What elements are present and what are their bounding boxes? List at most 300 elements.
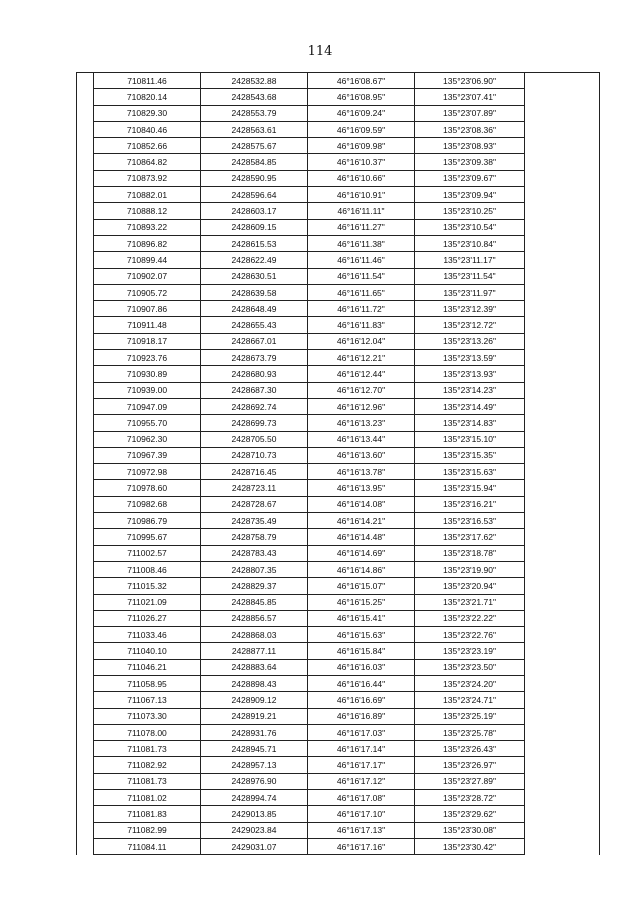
latitude-cell: 46°16'15.63" — [308, 627, 415, 643]
latitude-cell: 46°16'13.95" — [308, 480, 415, 496]
coordinate-table — [76, 72, 600, 855]
page-number: 114 — [307, 44, 333, 59]
latitude-cell: 46°16'11.11" — [308, 203, 415, 219]
blank-trailing-cell — [525, 301, 600, 317]
y-coordinate-cell: 2429013.85 — [201, 806, 308, 822]
x-coordinate-cell: 711082.99 — [94, 822, 201, 838]
blank-trailing-cell — [525, 724, 600, 740]
x-coordinate-cell: 711081.02 — [94, 790, 201, 806]
blank-leading-cell — [77, 284, 94, 300]
longitude-cell: 135°23'07.41" — [415, 89, 525, 105]
latitude-cell: 46°16'16.69" — [308, 692, 415, 708]
longitude-cell: 135°23'11.97" — [415, 284, 525, 300]
blank-trailing-cell — [525, 529, 600, 545]
blank-trailing-cell — [525, 170, 600, 186]
y-coordinate-cell: 2428705.50 — [201, 431, 308, 447]
blank-leading-cell — [77, 317, 94, 333]
table-row — [77, 627, 600, 643]
coordinate-table-body — [77, 73, 600, 855]
blank-trailing-cell — [525, 708, 600, 724]
y-coordinate-cell: 2428532.88 — [201, 73, 308, 89]
longitude-cell: 135°23'10.54" — [415, 219, 525, 235]
latitude-cell: 46°16'17.13" — [308, 822, 415, 838]
table-row — [77, 219, 600, 235]
x-coordinate-cell: 711081.73 — [94, 741, 201, 757]
blank-trailing-cell — [525, 496, 600, 512]
latitude-cell: 46°16'16.44" — [308, 675, 415, 691]
y-coordinate-cell: 2428783.43 — [201, 545, 308, 561]
y-coordinate-cell: 2428596.64 — [201, 187, 308, 203]
y-coordinate-cell: 2428699.73 — [201, 415, 308, 431]
y-coordinate-cell: 2428957.13 — [201, 757, 308, 773]
latitude-cell: 46°16'15.07" — [308, 578, 415, 594]
table-row — [77, 578, 600, 594]
x-coordinate-cell: 710918.17 — [94, 333, 201, 349]
table-row — [77, 301, 600, 317]
x-coordinate-cell: 710978.60 — [94, 480, 201, 496]
x-coordinate-cell: 710888.12 — [94, 203, 201, 219]
y-coordinate-cell: 2428639.58 — [201, 284, 308, 300]
blank-trailing-cell — [525, 627, 600, 643]
blank-trailing-cell — [525, 105, 600, 121]
latitude-cell: 46°16'17.03" — [308, 724, 415, 740]
table-row — [77, 398, 600, 414]
blank-leading-cell — [77, 480, 94, 496]
blank-trailing-cell — [525, 578, 600, 594]
table-row — [77, 708, 600, 724]
x-coordinate-cell: 711021.09 — [94, 594, 201, 610]
table-row — [77, 561, 600, 577]
blank-leading-cell — [77, 398, 94, 414]
blank-leading-cell — [77, 496, 94, 512]
blank-trailing-cell — [525, 89, 600, 105]
longitude-cell: 135°23'26.43" — [415, 741, 525, 757]
x-coordinate-cell: 711002.57 — [94, 545, 201, 561]
blank-trailing-cell — [525, 480, 600, 496]
latitude-cell: 46°16'11.54" — [308, 268, 415, 284]
blank-leading-cell — [77, 741, 94, 757]
x-coordinate-cell: 710947.09 — [94, 398, 201, 414]
latitude-cell: 46°16'12.96" — [308, 398, 415, 414]
longitude-cell: 135°23'15.63" — [415, 464, 525, 480]
x-coordinate-cell: 711067.13 — [94, 692, 201, 708]
y-coordinate-cell: 2428931.76 — [201, 724, 308, 740]
y-coordinate-cell: 2428667.01 — [201, 333, 308, 349]
y-coordinate-cell: 2428655.43 — [201, 317, 308, 333]
longitude-cell: 135°23'30.42" — [415, 838, 525, 854]
blank-leading-cell — [77, 838, 94, 854]
longitude-cell: 135°23'07.89" — [415, 105, 525, 121]
blank-trailing-cell — [525, 252, 600, 268]
blank-leading-cell — [77, 235, 94, 251]
table-row — [77, 496, 600, 512]
longitude-cell: 135°23'15.35" — [415, 447, 525, 463]
blank-trailing-cell — [525, 513, 600, 529]
longitude-cell: 135°23'25.19" — [415, 708, 525, 724]
longitude-cell: 135°23'24.20" — [415, 675, 525, 691]
y-coordinate-cell: 2428716.45 — [201, 464, 308, 480]
blank-trailing-cell — [525, 154, 600, 170]
longitude-cell: 135°23'29.62" — [415, 806, 525, 822]
x-coordinate-cell: 710972.98 — [94, 464, 201, 480]
blank-leading-cell — [77, 790, 94, 806]
table-row — [77, 659, 600, 675]
y-coordinate-cell: 2428883.64 — [201, 659, 308, 675]
blank-leading-cell — [77, 806, 94, 822]
latitude-cell: 46°16'14.08" — [308, 496, 415, 512]
x-coordinate-cell: 710995.67 — [94, 529, 201, 545]
blank-trailing-cell — [525, 741, 600, 757]
latitude-cell: 46°16'12.44" — [308, 366, 415, 382]
longitude-cell: 135°23'16.53" — [415, 513, 525, 529]
blank-trailing-cell — [525, 219, 600, 235]
blank-leading-cell — [77, 675, 94, 691]
latitude-cell: 46°16'15.84" — [308, 643, 415, 659]
y-coordinate-cell: 2428543.68 — [201, 89, 308, 105]
latitude-cell: 46°16'12.04" — [308, 333, 415, 349]
y-coordinate-cell: 2428945.71 — [201, 741, 308, 757]
blank-trailing-cell — [525, 73, 600, 89]
longitude-cell: 135°23'19.90" — [415, 561, 525, 577]
x-coordinate-cell: 710905.72 — [94, 284, 201, 300]
blank-trailing-cell — [525, 366, 600, 382]
table-row — [77, 643, 600, 659]
y-coordinate-cell: 2428868.03 — [201, 627, 308, 643]
blank-trailing-cell — [525, 773, 600, 789]
table-row — [77, 170, 600, 186]
y-coordinate-cell: 2429031.07 — [201, 838, 308, 854]
y-coordinate-cell: 2428976.90 — [201, 773, 308, 789]
blank-trailing-cell — [525, 822, 600, 838]
y-coordinate-cell: 2428590.95 — [201, 170, 308, 186]
latitude-cell: 46°16'09.98" — [308, 138, 415, 154]
blank-trailing-cell — [525, 382, 600, 398]
y-coordinate-cell: 2428673.79 — [201, 350, 308, 366]
x-coordinate-cell: 710930.89 — [94, 366, 201, 382]
blank-leading-cell — [77, 545, 94, 561]
blank-leading-cell — [77, 529, 94, 545]
table-row — [77, 154, 600, 170]
latitude-cell: 46°16'10.37" — [308, 154, 415, 170]
blank-trailing-cell — [525, 398, 600, 414]
latitude-cell: 46°16'14.69" — [308, 545, 415, 561]
longitude-cell: 135°23'12.72" — [415, 317, 525, 333]
latitude-cell: 46°16'11.72" — [308, 301, 415, 317]
latitude-cell: 46°16'17.14" — [308, 741, 415, 757]
x-coordinate-cell: 710923.76 — [94, 350, 201, 366]
longitude-cell: 135°23'10.84" — [415, 235, 525, 251]
table-row — [77, 545, 600, 561]
x-coordinate-cell: 710896.82 — [94, 235, 201, 251]
longitude-cell: 135°23'22.22" — [415, 610, 525, 626]
latitude-cell: 46°16'11.83" — [308, 317, 415, 333]
blank-trailing-cell — [525, 284, 600, 300]
longitude-cell: 135°23'13.59" — [415, 350, 525, 366]
latitude-cell: 46°16'17.17" — [308, 757, 415, 773]
longitude-cell: 135°23'23.19" — [415, 643, 525, 659]
blank-leading-cell — [77, 578, 94, 594]
y-coordinate-cell: 2428898.43 — [201, 675, 308, 691]
blank-leading-cell — [77, 659, 94, 675]
longitude-cell: 135°23'08.36" — [415, 121, 525, 137]
blank-trailing-cell — [525, 268, 600, 284]
x-coordinate-cell: 711046.21 — [94, 659, 201, 675]
y-coordinate-cell: 2428829.37 — [201, 578, 308, 594]
blank-leading-cell — [77, 724, 94, 740]
longitude-cell: 135°23'23.50" — [415, 659, 525, 675]
blank-trailing-cell — [525, 350, 600, 366]
y-coordinate-cell: 2428735.49 — [201, 513, 308, 529]
y-coordinate-cell: 2428680.93 — [201, 366, 308, 382]
longitude-cell: 135°23'20.94" — [415, 578, 525, 594]
latitude-cell: 46°16'11.38" — [308, 235, 415, 251]
blank-leading-cell — [77, 138, 94, 154]
blank-trailing-cell — [525, 415, 600, 431]
blank-leading-cell — [77, 333, 94, 349]
blank-trailing-cell — [525, 643, 600, 659]
latitude-cell: 46°16'09.24" — [308, 105, 415, 121]
blank-trailing-cell — [525, 138, 600, 154]
y-coordinate-cell: 2428758.79 — [201, 529, 308, 545]
table-row — [77, 610, 600, 626]
blank-leading-cell — [77, 170, 94, 186]
table-row — [77, 89, 600, 105]
blank-leading-cell — [77, 366, 94, 382]
longitude-cell: 135°23'16.21" — [415, 496, 525, 512]
y-coordinate-cell: 2428575.67 — [201, 138, 308, 154]
longitude-cell: 135°23'09.94" — [415, 187, 525, 203]
table-row — [77, 366, 600, 382]
blank-trailing-cell — [525, 545, 600, 561]
longitude-cell: 135°23'14.83" — [415, 415, 525, 431]
x-coordinate-cell: 711058.95 — [94, 675, 201, 691]
latitude-cell: 46°16'16.03" — [308, 659, 415, 675]
latitude-cell: 46°16'12.21" — [308, 350, 415, 366]
blank-trailing-cell — [525, 235, 600, 251]
x-coordinate-cell: 710982.68 — [94, 496, 201, 512]
latitude-cell: 46°16'15.25" — [308, 594, 415, 610]
latitude-cell: 46°16'14.21" — [308, 513, 415, 529]
latitude-cell: 46°16'14.86" — [308, 561, 415, 577]
longitude-cell: 135°23'30.08" — [415, 822, 525, 838]
longitude-cell: 135°23'08.93" — [415, 138, 525, 154]
x-coordinate-cell: 710882.01 — [94, 187, 201, 203]
blank-leading-cell — [77, 219, 94, 235]
y-coordinate-cell: 2428856.57 — [201, 610, 308, 626]
longitude-cell: 135°23'14.49" — [415, 398, 525, 414]
longitude-cell: 135°23'11.54" — [415, 268, 525, 284]
latitude-cell: 46°16'16.89" — [308, 708, 415, 724]
y-coordinate-cell: 2428615.53 — [201, 235, 308, 251]
table-row — [77, 333, 600, 349]
table-row — [77, 431, 600, 447]
y-coordinate-cell: 2428622.49 — [201, 252, 308, 268]
longitude-cell: 135°23'26.97" — [415, 757, 525, 773]
y-coordinate-cell: 2429023.84 — [201, 822, 308, 838]
blank-leading-cell — [77, 350, 94, 366]
blank-leading-cell — [77, 708, 94, 724]
table-row — [77, 724, 600, 740]
blank-leading-cell — [77, 692, 94, 708]
x-coordinate-cell: 710962.30 — [94, 431, 201, 447]
y-coordinate-cell: 2428807.35 — [201, 561, 308, 577]
latitude-cell: 46°16'11.65" — [308, 284, 415, 300]
longitude-cell: 135°23'24.71" — [415, 692, 525, 708]
x-coordinate-cell: 711081.83 — [94, 806, 201, 822]
longitude-cell: 135°23'25.78" — [415, 724, 525, 740]
longitude-cell: 135°23'17.62" — [415, 529, 525, 545]
blank-trailing-cell — [525, 610, 600, 626]
x-coordinate-cell: 710955.70 — [94, 415, 201, 431]
table-row — [77, 838, 600, 854]
y-coordinate-cell: 2428584.85 — [201, 154, 308, 170]
longitude-cell: 135°23'28.72" — [415, 790, 525, 806]
blank-trailing-cell — [525, 561, 600, 577]
x-coordinate-cell: 710873.92 — [94, 170, 201, 186]
blank-trailing-cell — [525, 692, 600, 708]
blank-trailing-cell — [525, 790, 600, 806]
y-coordinate-cell: 2428609.15 — [201, 219, 308, 235]
longitude-cell: 135°23'10.25" — [415, 203, 525, 219]
longitude-cell: 135°23'11.17" — [415, 252, 525, 268]
longitude-cell: 135°23'21.71" — [415, 594, 525, 610]
latitude-cell: 46°16'14.48" — [308, 529, 415, 545]
blank-leading-cell — [77, 447, 94, 463]
longitude-cell: 135°23'18.78" — [415, 545, 525, 561]
latitude-cell: 46°16'08.67" — [308, 73, 415, 89]
blank-leading-cell — [77, 757, 94, 773]
blank-trailing-cell — [525, 447, 600, 463]
longitude-cell: 135°23'14.23" — [415, 382, 525, 398]
y-coordinate-cell: 2428648.49 — [201, 301, 308, 317]
longitude-cell: 135°23'15.10" — [415, 431, 525, 447]
latitude-cell: 46°16'17.08" — [308, 790, 415, 806]
blank-trailing-cell — [525, 431, 600, 447]
x-coordinate-cell: 711073.30 — [94, 708, 201, 724]
table-row — [77, 187, 600, 203]
x-coordinate-cell: 711040.10 — [94, 643, 201, 659]
blank-trailing-cell — [525, 121, 600, 137]
latitude-cell: 46°16'08.95" — [308, 89, 415, 105]
y-coordinate-cell: 2428603.17 — [201, 203, 308, 219]
x-coordinate-cell: 710852.66 — [94, 138, 201, 154]
latitude-cell: 46°16'17.10" — [308, 806, 415, 822]
latitude-cell: 46°16'11.27" — [308, 219, 415, 235]
table-row — [77, 594, 600, 610]
x-coordinate-cell: 710840.46 — [94, 121, 201, 137]
blank-leading-cell — [77, 121, 94, 137]
x-coordinate-cell: 710864.82 — [94, 154, 201, 170]
longitude-cell: 135°23'09.38" — [415, 154, 525, 170]
table-row — [77, 529, 600, 545]
latitude-cell: 46°16'13.78" — [308, 464, 415, 480]
table-row — [77, 138, 600, 154]
table-row — [77, 252, 600, 268]
x-coordinate-cell: 710811.46 — [94, 73, 201, 89]
longitude-cell: 135°23'13.26" — [415, 333, 525, 349]
latitude-cell: 46°16'17.12" — [308, 773, 415, 789]
blank-trailing-cell — [525, 333, 600, 349]
y-coordinate-cell: 2428687.30 — [201, 382, 308, 398]
blank-leading-cell — [77, 252, 94, 268]
latitude-cell: 46°16'13.23" — [308, 415, 415, 431]
y-coordinate-cell: 2428728.67 — [201, 496, 308, 512]
blank-leading-cell — [77, 105, 94, 121]
blank-trailing-cell — [525, 464, 600, 480]
longitude-cell: 135°23'13.93" — [415, 366, 525, 382]
y-coordinate-cell: 2428845.85 — [201, 594, 308, 610]
x-coordinate-cell: 711078.00 — [94, 724, 201, 740]
x-coordinate-cell: 711008.46 — [94, 561, 201, 577]
blank-leading-cell — [77, 268, 94, 284]
table-row — [77, 480, 600, 496]
longitude-cell: 135°23'22.76" — [415, 627, 525, 643]
latitude-cell: 46°16'12.70" — [308, 382, 415, 398]
table-row — [77, 382, 600, 398]
blank-leading-cell — [77, 431, 94, 447]
blank-leading-cell — [77, 203, 94, 219]
y-coordinate-cell: 2428919.21 — [201, 708, 308, 724]
table-row — [77, 513, 600, 529]
table-row — [77, 203, 600, 219]
y-coordinate-cell: 2428710.73 — [201, 447, 308, 463]
table-row — [77, 105, 600, 121]
x-coordinate-cell: 710820.14 — [94, 89, 201, 105]
blank-leading-cell — [77, 301, 94, 317]
x-coordinate-cell: 710893.22 — [94, 219, 201, 235]
y-coordinate-cell: 2428723.11 — [201, 480, 308, 496]
table-row — [77, 73, 600, 89]
blank-leading-cell — [77, 154, 94, 170]
blank-leading-cell — [77, 382, 94, 398]
table-row — [77, 675, 600, 691]
longitude-cell: 135°23'27.89" — [415, 773, 525, 789]
blank-trailing-cell — [525, 675, 600, 691]
blank-leading-cell — [77, 73, 94, 89]
blank-leading-cell — [77, 464, 94, 480]
table-row — [77, 235, 600, 251]
blank-leading-cell — [77, 822, 94, 838]
x-coordinate-cell: 710939.00 — [94, 382, 201, 398]
x-coordinate-cell: 710907.86 — [94, 301, 201, 317]
table-row — [77, 121, 600, 137]
blank-trailing-cell — [525, 203, 600, 219]
latitude-cell: 46°16'11.46" — [308, 252, 415, 268]
latitude-cell: 46°16'09.59" — [308, 121, 415, 137]
blank-trailing-cell — [525, 659, 600, 675]
table-row — [77, 317, 600, 333]
x-coordinate-cell: 710911.48 — [94, 317, 201, 333]
x-coordinate-cell: 711026.27 — [94, 610, 201, 626]
longitude-cell: 135°23'15.94" — [415, 480, 525, 496]
blank-leading-cell — [77, 627, 94, 643]
blank-trailing-cell — [525, 594, 600, 610]
table-row — [77, 773, 600, 789]
latitude-cell: 46°16'10.66" — [308, 170, 415, 186]
blank-leading-cell — [77, 415, 94, 431]
latitude-cell: 46°16'10.91" — [308, 187, 415, 203]
blank-trailing-cell — [525, 806, 600, 822]
x-coordinate-cell: 710899.44 — [94, 252, 201, 268]
table-row — [77, 757, 600, 773]
table-row — [77, 268, 600, 284]
table-row — [77, 350, 600, 366]
x-coordinate-cell: 710986.79 — [94, 513, 201, 529]
latitude-cell: 46°16'13.60" — [308, 447, 415, 463]
table-row — [77, 447, 600, 463]
blank-leading-cell — [77, 561, 94, 577]
x-coordinate-cell: 710902.07 — [94, 268, 201, 284]
